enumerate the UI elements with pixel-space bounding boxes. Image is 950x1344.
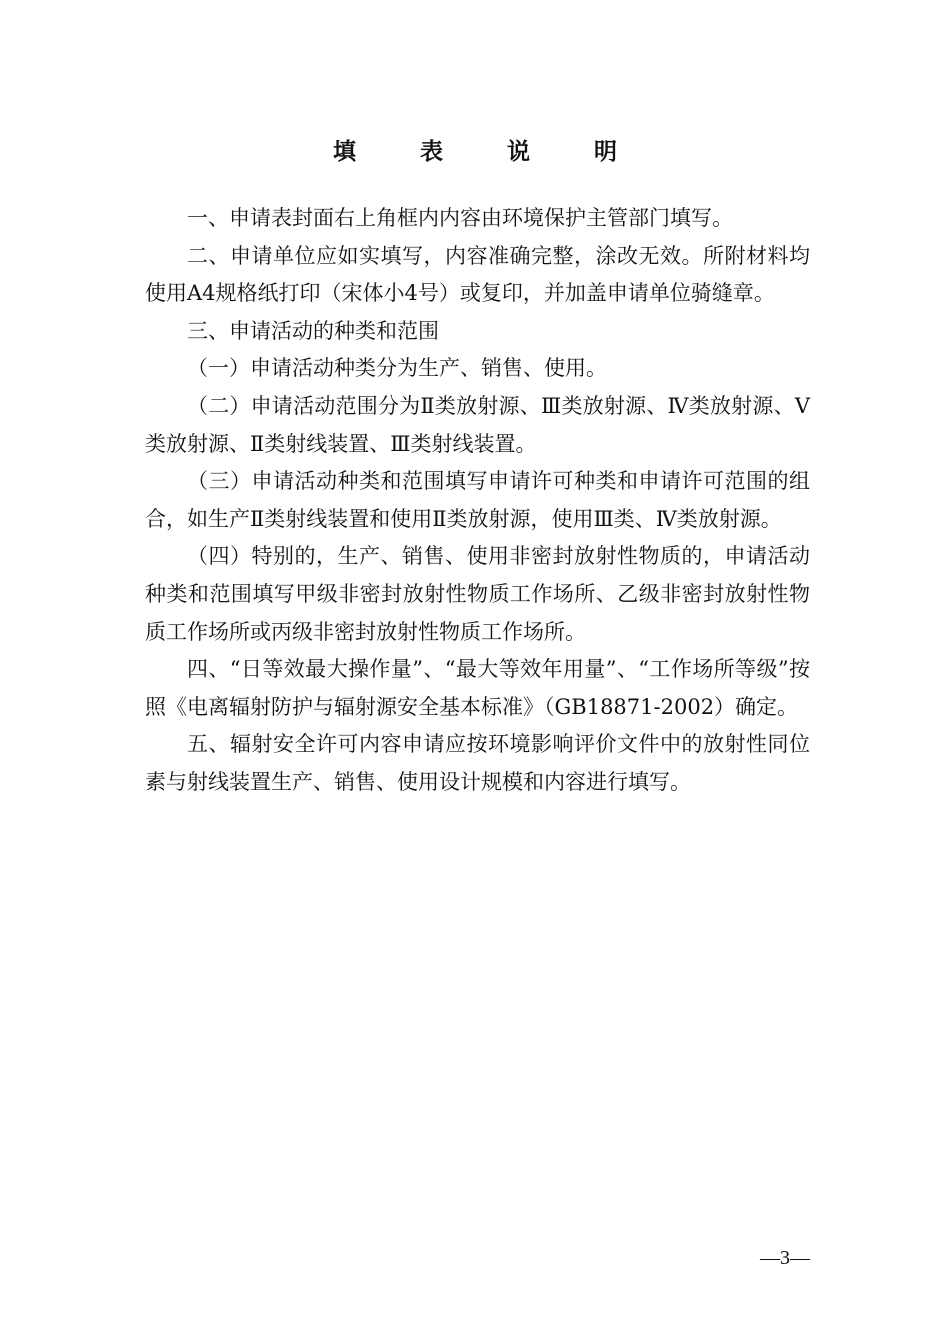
paragraph-2: 二、申请单位应如实填写，内容准确完整，涂改无效。所附材料均使用A4规格纸打印（宋体小4号）或复印，并加盖申请单位骑缝章。 xyxy=(145,243,810,306)
paragraph-3: 三、申请活动的种类和范围 xyxy=(187,318,439,343)
paragraph-3-3: （三）申请活动种类和范围填写申请许可种类和申请许可范围的组合，如生产Ⅱ类射线装置和使用Ⅱ类放射源，使用Ⅲ类、Ⅳ类放射源。 xyxy=(145,469,810,531)
page-number: —3— xyxy=(760,1247,810,1269)
page-title: 填 表 说 明 xyxy=(332,138,646,165)
paragraph-4: 四、“日等效最大操作量”、“最大等效年用量”、“工作场所等级”按照《电离辐射防护与辐射源安全基本标准》（GB18871-2002）确定。 xyxy=(145,657,810,719)
paragraph-3-1: （一）申请活动种类分为生产、销售、使用。 xyxy=(187,356,607,381)
instructions-body xyxy=(145,200,810,802)
paragraph-1: 一、申请表封面右上角框内内容由环境保护主管部门填写。 xyxy=(187,206,733,230)
paragraph-5: 五、辐射安全许可内容申请应按环境影响评价文件中的放射性同位素与射线装置生产、销售、使用设计规模和内容进行填写。 xyxy=(145,732,810,794)
paragraph-3-2: （二）申请活动范围分为Ⅱ类放射源、Ⅲ类放射源、Ⅳ类放射源、Ⅴ类放射源、Ⅱ类射线装置、Ⅲ类射线装置。 xyxy=(145,393,810,456)
paragraph-3-4: （四）特别的，生产、销售、使用非密封放射性物质的，申请活动种类和范围填写甲级非密封放射性物质工作场所、乙级非密封放射性物质工作场所或丙级非密封放射性物质工作场所。 xyxy=(145,544,810,644)
